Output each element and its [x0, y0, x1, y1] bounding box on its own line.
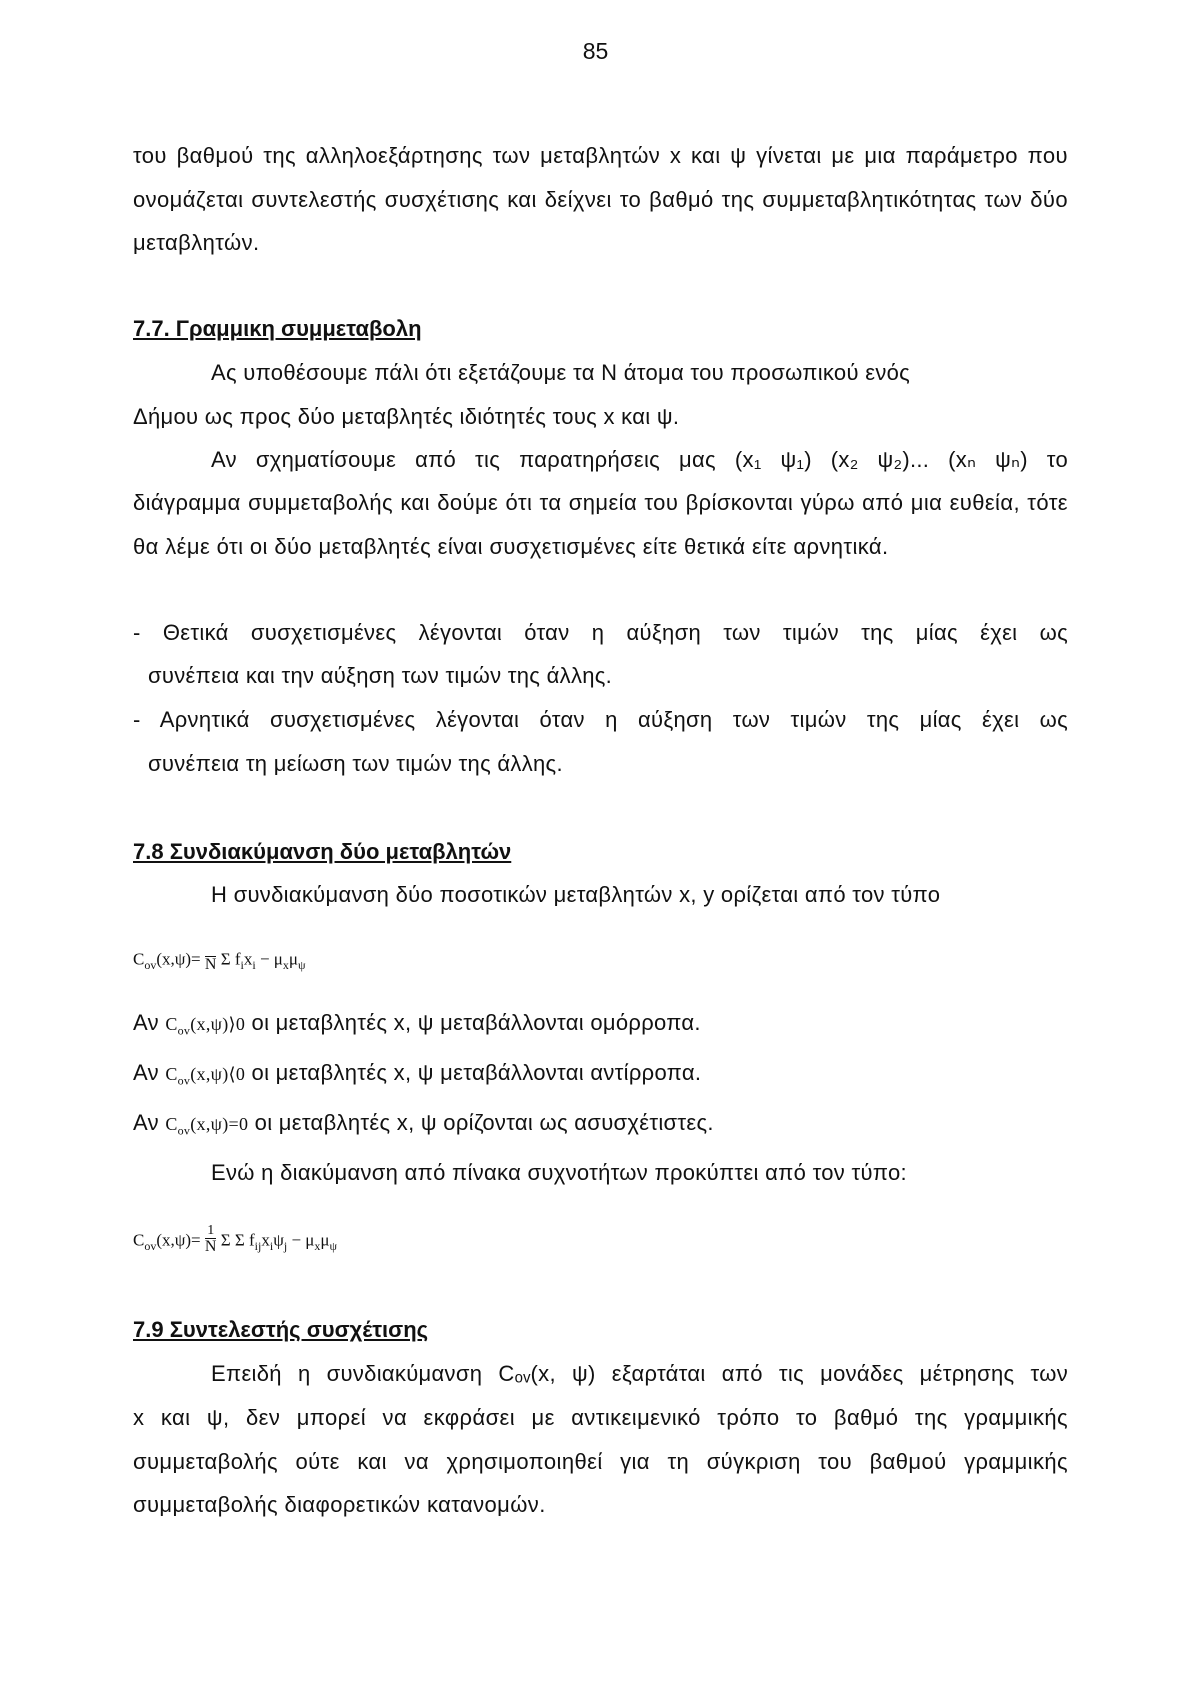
s77-p1-line2: Δήμου ως προς δύο μεταβλητές ιδιότητές τους x και ψ. [133, 404, 680, 429]
intro-paragraph: του βαθμού της αλληλοεξάρτησης των μεταβλητών x και ψ γίνεται με μια παράμετρο που ονομάζεται συντελεστής συσχέτισης και δείχνει το βαθμό της συμμεταβλητικότητας των δύο μεταβλητών. [133, 143, 1068, 255]
s79-rest: x και ψ, δεν μπορεί να εκφράσει με αντικειμενικό τρόπο το βαθμό της γραμμικής συμμεταβολής ούτε και να χρησιμοποιηθεί για τη σύγκριση του βαθμού γραμμικής συμμεταβολής διαφορετικών κατανομών. [133, 1405, 1068, 1517]
section-heading-7-7: 7.7. Γραμμικη συμμεταβολη [133, 316, 422, 341]
covariance-formula: $C_{ov}(x,\psi)=$ N Σ $f_ix_i - \mu_x\mu_\psi$ [133, 946, 306, 975]
matrix-intro: Ενώ η διακύμανση από πίνακα συχνοτήτων προκύπτει από τον τύπο: [211, 1160, 907, 1185]
section-heading-7-9: 7.9 Συντελεστής συσχέτισης [133, 1317, 429, 1342]
case-negative: Αν $C_{ov}(x,\psi)⟨0$ οι μεταβλητές x, ψ μεταβάλλονται αντίρροπα. [133, 1060, 702, 1088]
matrix-covariance-formula: $C_{ov}(x,\psi)=$ $\frac{1}{N}$ Σ Σ $f_{ij}x_i\psi_j - \mu_x\mu_\psi$ [133, 1223, 338, 1255]
bullet-positive-line2: συνέπεια και την αύξηση των τιμών της άλλης. [148, 663, 613, 688]
s79-line1: Επειδή η συνδιακύμανση Cₒᵥ(x, ψ) εξαρτάται από τις μονάδες μέτρησης των [211, 1361, 1068, 1386]
fraction-1-over-n-matrix: $\frac{1}{N}$ [204, 1223, 217, 1255]
page-number: 85 [582, 38, 609, 64]
section-heading-7-8: 7.8 Συνδιακύμανση δύο μεταβλητών [133, 839, 512, 864]
bullet-negative-line2: συνέπεια τη μείωση των τιμών της άλλης. [148, 751, 563, 776]
case-positive: Αν $C_{ov}(x,\psi)⟩0$ οι μεταβλητές x, ψ μεταβάλλονται ομόρροπα. [133, 1010, 701, 1038]
s77-p1-line1: Ας υποθέσουμε πάλι ότι εξετάζουμε τα Ν άτομα του προσωπικού ενός [211, 360, 911, 385]
s78-intro: Η συνδιακύμανση δύο ποσοτικών μεταβλητών x, y ορίζεται από τον τύπο [211, 882, 941, 907]
s77-p2-line1: Αν σχηματίσουμε από τις παρατηρήσεις μας (x₁ ψ₁) (x₂ ψ₂)... (xₙ ψₙ) το [211, 447, 1068, 472]
bullet-positive-line1: - Θετικά συσχετισμένες λέγονται όταν η αύξηση των τιμών της μίας έχει ως [133, 620, 1068, 645]
s77-p2-rest: διάγραμμα συμμεταβολής και δούμε ότι τα σημεία του βρίσκονται γύρω από μια ευθεία, τότε θα λέμε ότι οι δύο μεταβλητές είναι συσχετισμένες είτε θετικά είτε αρνητικά. [133, 490, 1068, 559]
bullet-negative-line1: - Αρνητικά συσχετισμένες λέγονται όταν η αύξηση των τιμών της μίας έχει ως [133, 707, 1068, 732]
case-zero: Αν $C_{ov}(x,\psi)=0$ οι μεταβλητές x, ψ ορίζονται ως ασυσχέτιστες. [133, 1110, 714, 1138]
fraction-1-over-n: N [205, 944, 217, 973]
